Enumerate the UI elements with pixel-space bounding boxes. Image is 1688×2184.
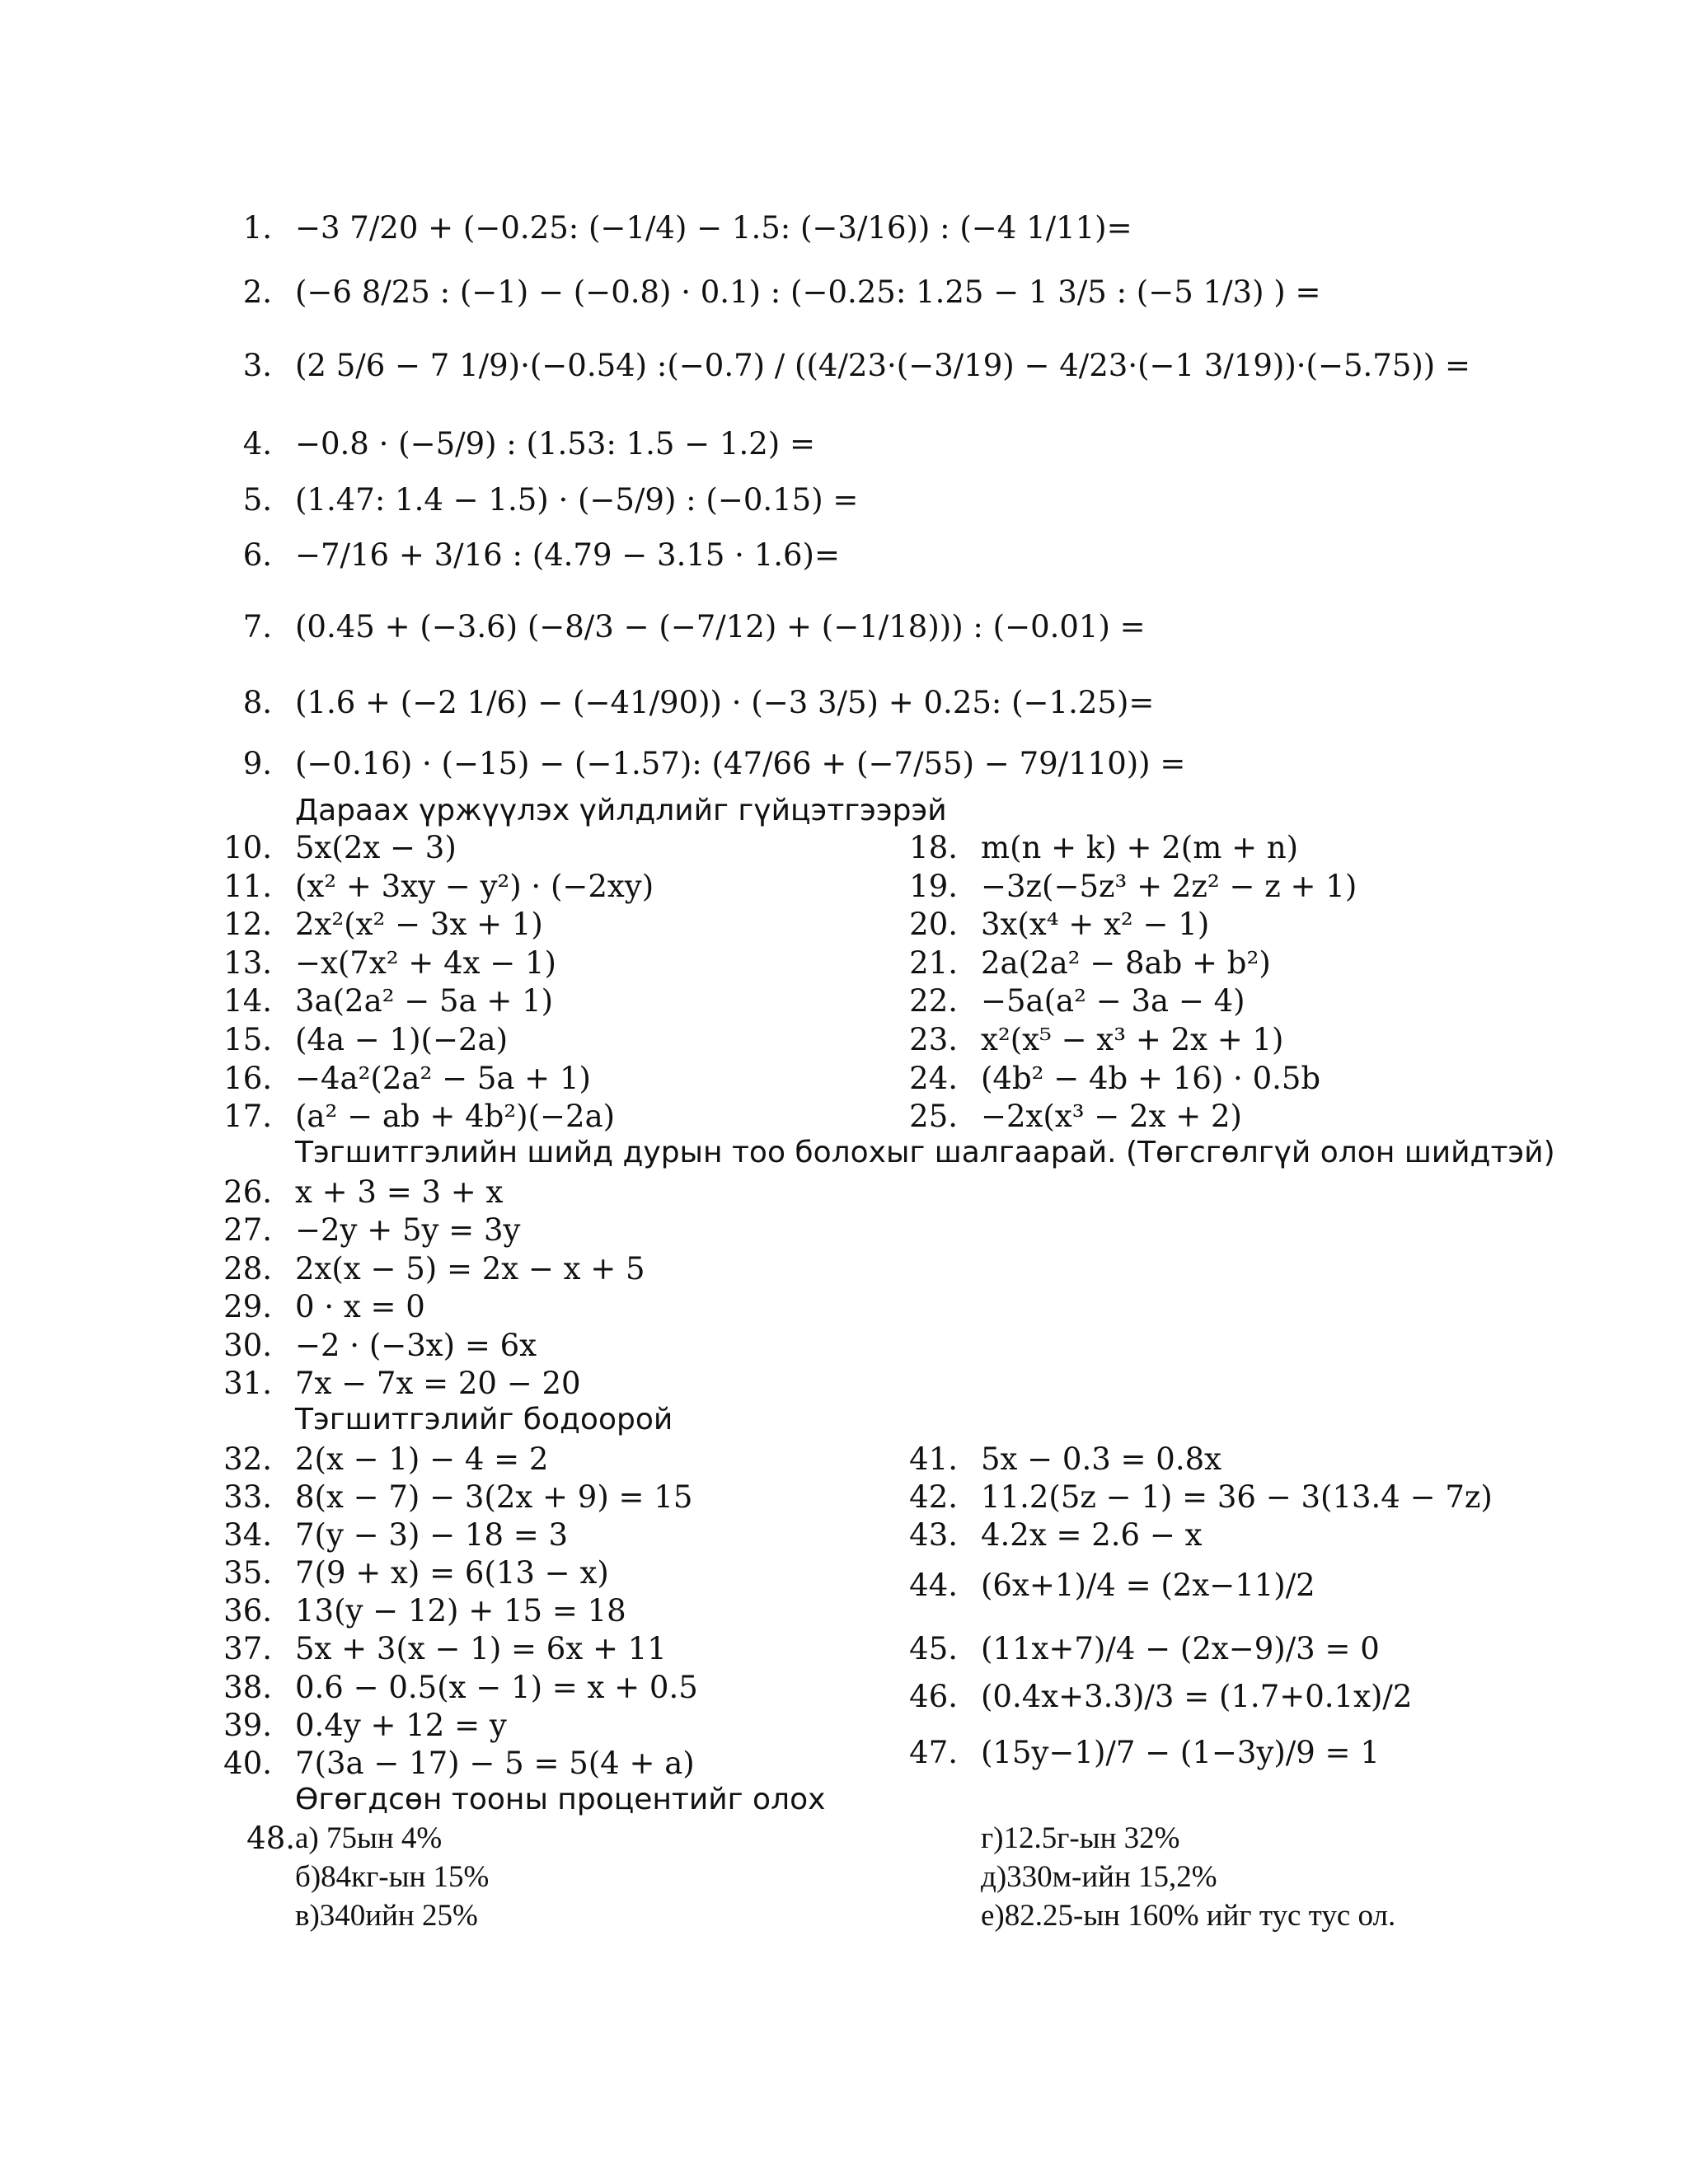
problem-number: 48. (246, 1821, 295, 1856)
problem-number: 31. (223, 1366, 272, 1401)
problem-expression: 0.4y + 12 = y (295, 1708, 507, 1743)
problem-expression: 2a(2a² − 8ab + b²) (981, 945, 1271, 981)
percent-item-e: д)330м-ийн 15,2% (981, 1860, 1217, 1894)
problem-expression: −7/16 + 3/16 : (4.79 − 3.15 · 1.6)= (295, 537, 840, 573)
problem-expression: 7x − 7x = 20 − 20 (295, 1366, 581, 1401)
problem-expression: −2y + 5y = 3y (295, 1212, 521, 1248)
problem-expression: −4a²(2a² − 5a + 1) (295, 1061, 591, 1096)
problem-expression: (15y−1)/7 − (1−3y)/9 = 1 (981, 1735, 1380, 1770)
problem-expression: 3a(2a² − 5a + 1) (295, 983, 554, 1019)
problem-number: 8. (242, 685, 272, 720)
problem-expression: 4.2x = 2.6 − x (981, 1517, 1203, 1553)
problem-number: 7. (242, 609, 272, 644)
problem-expression: (6x+1)/4 = (2x−11)/2 (981, 1568, 1315, 1603)
problem-expression: x + 3 = 3 + x (295, 1174, 504, 1210)
problem-number: 13. (223, 945, 272, 981)
problem-number: 11. (223, 869, 272, 904)
problem-expression: (2 5/6 − 7 1/9)·(−0.54) :(−0.7) / ((4/23·(−3/19) − 4/23·(−1 3/19))·(−5.75)) = (295, 348, 1470, 383)
section-heading-identities: Тэгшитгэлийн шийд дурын тоо болохыг шалгаарай. (Төгсгөлгүй олон шийдтэй) (295, 1136, 1555, 1169)
problem-number: 14. (223, 983, 272, 1019)
problem-number: 1. (242, 210, 272, 246)
problem-number: 4. (242, 426, 272, 462)
problem-number: 33. (223, 1479, 272, 1515)
section-heading-percent: Өгөгдсөн тооны процентийг олох (295, 1783, 826, 1816)
problem-expression: 13(y − 12) + 15 = 18 (295, 1593, 626, 1629)
problem-expression: 7(y − 3) − 18 = 3 (295, 1517, 569, 1553)
problem-number: 5. (242, 482, 272, 518)
problem-expression: 2x(x − 5) = 2x − x + 5 (295, 1251, 645, 1286)
problem-number: 18. (909, 830, 958, 865)
problem-expression: 0.6 − 0.5(x − 1) = x + 0.5 (295, 1670, 698, 1705)
percent-item-d: г)12.5г-ын 32% (981, 1821, 1180, 1855)
problem-number: 36. (223, 1593, 272, 1629)
problem-number: 24. (909, 1061, 958, 1096)
problem-expression: 5x + 3(x − 1) = 6x + 11 (295, 1631, 667, 1666)
problem-expression: 3x(x⁴ + x² − 1) (981, 907, 1210, 942)
problem-expression: (x² + 3xy − y²) · (−2xy) (295, 869, 654, 904)
problem-number: 27. (223, 1212, 272, 1248)
problem-number: 10. (223, 830, 272, 865)
problem-number: 26. (223, 1174, 272, 1210)
problem-expression: 7(3a − 17) − 5 = 5(4 + a) (295, 1746, 695, 1781)
problem-expression: −x(7x² + 4x − 1) (295, 945, 556, 981)
problem-number: 38. (223, 1670, 272, 1705)
problem-number: 47. (909, 1735, 958, 1770)
problem-expression: −2 · (−3x) = 6x (295, 1328, 537, 1363)
problem-number: 12. (223, 907, 272, 942)
problem-number: 34. (223, 1517, 272, 1553)
problem-number: 21. (909, 945, 958, 981)
problem-number: 45. (909, 1631, 958, 1666)
problem-expression: −3 7/20 + (−0.25: (−1/4) − 1.5: (−3/16)) : (−4 1/11)= (295, 210, 1132, 246)
problem-number: 37. (223, 1631, 272, 1666)
problem-expression: 2(x − 1) − 4 = 2 (295, 1441, 549, 1477)
problem-number: 30. (223, 1328, 272, 1363)
problem-expression: 11.2(5z − 1) = 36 − 3(13.4 − 7z) (981, 1479, 1493, 1515)
problem-number: 19. (909, 869, 958, 904)
problem-number: 43. (909, 1517, 958, 1553)
problem-expression: 5x − 0.3 = 0.8x (981, 1441, 1222, 1477)
problem-number: 32. (223, 1441, 272, 1477)
problem-number: 29. (223, 1289, 272, 1324)
percent-item-a: а) 75ын 4% (295, 1821, 443, 1855)
problem-expression: x²(x⁵ − x³ + 2x + 1) (981, 1022, 1284, 1057)
problem-expression: 8(x − 7) − 3(2x + 9) = 15 (295, 1479, 693, 1515)
problem-number: 6. (242, 537, 272, 573)
problem-number: 23. (909, 1022, 958, 1057)
problem-number: 22. (909, 983, 958, 1019)
problem-expression: (0.4x+3.3)/3 = (1.7+0.1x)/2 (981, 1679, 1413, 1714)
problem-expression: (1.47: 1.4 − 1.5) · (−5/9) : (−0.15) = (295, 482, 859, 518)
problem-expression: (0.45 + (−3.6) (−8/3 − (−7/12) + (−1/18))) : (−0.01) = (295, 609, 1146, 644)
problem-number: 28. (223, 1251, 272, 1286)
problem-number: 15. (223, 1022, 272, 1057)
problem-number: 2. (242, 274, 272, 310)
problem-expression: (1.6 + (−2 1/6) − (−41/90)) · (−3 3/5) + 0.25: (−1.25)= (295, 685, 1155, 720)
problem-expression: (−0.16) · (−15) − (−1.57): (47/66 + (−7/55) − 79/110)) = (295, 746, 1186, 781)
section-heading-multiplication: Дараах үржүүлэх үйлдлийг гүйцэтгээрэй (295, 794, 947, 827)
problem-expression: −2x(x³ − 2x + 2) (981, 1099, 1242, 1134)
problem-number: 40. (223, 1746, 272, 1781)
problem-number: 46. (909, 1679, 958, 1714)
percent-item-b: б)84кг-ын 15% (295, 1860, 490, 1894)
section-heading-equations: Тэгшитгэлийг бодоорой (295, 1403, 673, 1436)
problem-expression: 5x(2x − 3) (295, 830, 457, 865)
problem-expression: (−6 8/25 : (−1) − (−0.8) · 0.1) : (−0.25: 1.25 − 1 3/5 : (−5 1/3) ) = (295, 274, 1321, 310)
percent-item-f: е)82.25-ын 160% ийг тус тус ол. (981, 1899, 1396, 1933)
problem-number: 20. (909, 907, 958, 942)
problem-expression: (4a − 1)(−2a) (295, 1022, 509, 1057)
problem-number: 25. (909, 1099, 958, 1134)
problem-expression: −0.8 · (−5/9) : (1.53: 1.5 − 1.2) = (295, 426, 815, 462)
problem-expression: (a² − ab + 4b²)(−2a) (295, 1099, 616, 1134)
problem-expression: (11x+7)/4 − (2x−9)/3 = 0 (981, 1631, 1380, 1666)
problem-number: 44. (909, 1568, 958, 1603)
problem-number: 3. (242, 348, 272, 383)
problem-number: 41. (909, 1441, 958, 1477)
problem-number: 16. (223, 1061, 272, 1096)
problem-expression: −5a(a² − 3a − 4) (981, 983, 1245, 1019)
problem-number: 39. (223, 1708, 272, 1743)
problem-number: 17. (223, 1099, 272, 1134)
problem-expression: 0 · x = 0 (295, 1289, 425, 1324)
problem-number: 35. (223, 1555, 272, 1591)
percent-item-c: в)340ийн 25% (295, 1899, 478, 1933)
problem-expression: (4b² − 4b + 16) · 0.5b (981, 1061, 1321, 1096)
problem-number: 42. (909, 1479, 958, 1515)
problem-expression: m(n + k) + 2(m + n) (981, 830, 1299, 865)
problem-number: 9. (242, 746, 272, 781)
problem-expression: −3z(−5z³ + 2z² − z + 1) (981, 869, 1357, 904)
problem-expression: 2x²(x² − 3x + 1) (295, 907, 543, 942)
problem-expression: 7(9 + x) = 6(13 − x) (295, 1555, 609, 1591)
